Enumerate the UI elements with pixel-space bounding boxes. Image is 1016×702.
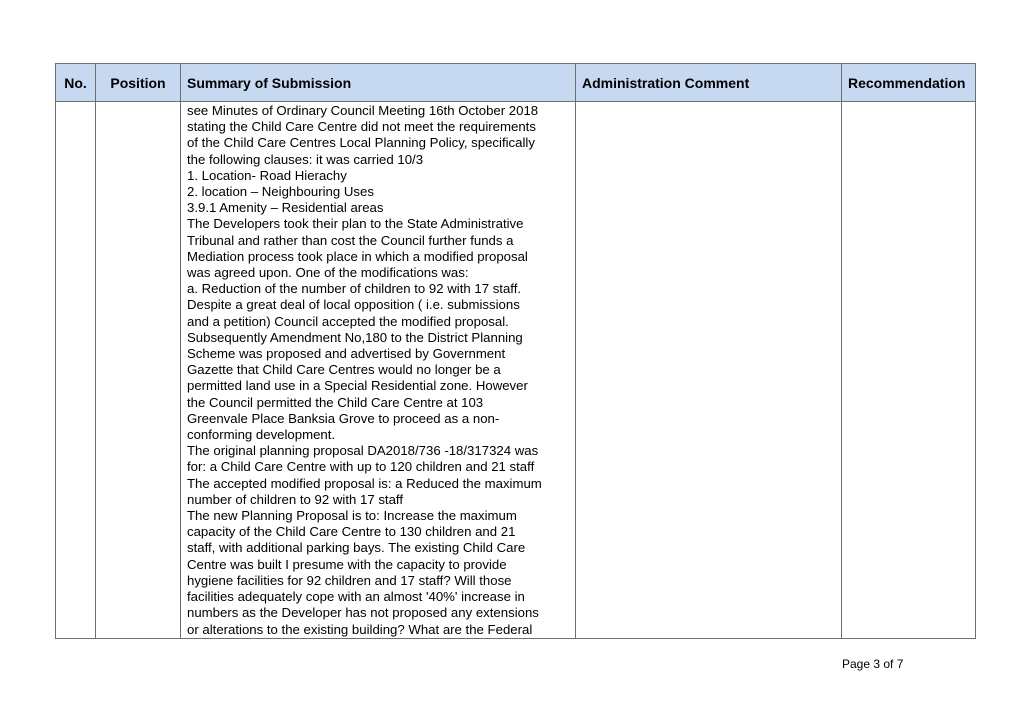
summary-line: capacity of the Child Care Centre to 130 children and 21 (187, 524, 516, 540)
summary-line: The new Planning Proposal is to: Increase the maximum (187, 508, 517, 524)
summary-line: number of children to 92 with 17 staff (187, 491, 404, 507)
summary-line: the Council permitted the Child Care Centre at 103 (187, 394, 484, 410)
summary-line: The accepted modified proposal is: a Reduced the maximum (187, 475, 542, 491)
summary-line: stating the Child Care Centre did not meet the requirements (187, 119, 536, 135)
header-summary: Summary of Submission (181, 64, 576, 102)
cell-summary (181, 102, 576, 639)
header-administration-comment: Administration Comment (576, 64, 842, 102)
summary-line: Despite a great deal of local opposition ( i.e. submissions (187, 297, 520, 313)
summary-line: a. Reduction of the number of children to 92 with 17 staff. (187, 281, 522, 297)
page-number: Page 3 of 7 (842, 657, 904, 671)
submissions-table (55, 63, 976, 639)
summary-line: permitted land use in a Special Residential zone. However (187, 378, 528, 394)
summary-line: was agreed upon. One of the modifications was: (187, 265, 469, 281)
summary-line: Gazette that Child Care Centres would no longer be a (187, 362, 501, 378)
summary-line: see Minutes of Ordinary Council Meeting 16th October 2018 (187, 103, 539, 118)
summary-line: staff, with additional parking bays. The existing Child Care (187, 540, 526, 556)
summary-line: The Developers took their plan to the State Administrative (187, 216, 524, 232)
table-header-row (56, 64, 976, 102)
summary-line: for: a Child Care Centre with up to 120 children and 21 staff (187, 459, 535, 475)
summary-line: or alterations to the existing building? What are the Federal (187, 621, 533, 637)
summary-line: 1. Location- Road Hierachy (187, 167, 347, 183)
summary-line: conforming development. (187, 427, 336, 443)
cell-administration-comment (576, 102, 842, 639)
cell-position (96, 102, 181, 639)
table-row (56, 102, 976, 639)
summary-line: Centre was built I presume with the capacity to provide (187, 556, 507, 572)
summary-line: Greenvale Place Banksia Grove to proceed as a non- (187, 410, 500, 426)
summary-line: and a petition) Council accepted the modified proposal. (187, 313, 509, 329)
summary-text (181, 103, 575, 638)
summary-line: of the Child Care Centres Local Planning Policy, specifically (187, 135, 535, 151)
summary-line: Scheme was proposed and advertised by Government (187, 346, 506, 362)
summary-line: the following clauses: it was carried 10/3 (187, 151, 424, 167)
cell-recommendation (842, 102, 976, 639)
summary-line: numbers as the Developer has not proposed any extensions (187, 605, 539, 621)
summary-line: hygiene facilities for 92 children and 17 staff? Will those (187, 572, 512, 588)
summary-line: 2. location – Neighbouring Uses (187, 184, 374, 200)
summary-line: The original planning proposal DA2018/736 -18/317324 was (187, 443, 539, 459)
header-position: Position (96, 64, 181, 102)
summary-line: Mediation process took place in which a modified proposal (187, 248, 528, 264)
header-no: No. (56, 64, 96, 102)
summary-line: Subsequently Amendment No,180 to the District Planning (187, 329, 523, 345)
summary-line: Tribunal and rather than cost the Council further funds a (187, 232, 514, 248)
summary-line: facilities adequately cope with an almost '40%' increase in (187, 589, 525, 605)
cell-no (56, 102, 96, 639)
summary-line: 3.9.1 Amenity – Residential areas (187, 200, 384, 216)
header-recommendation: Recommendation (842, 64, 976, 102)
